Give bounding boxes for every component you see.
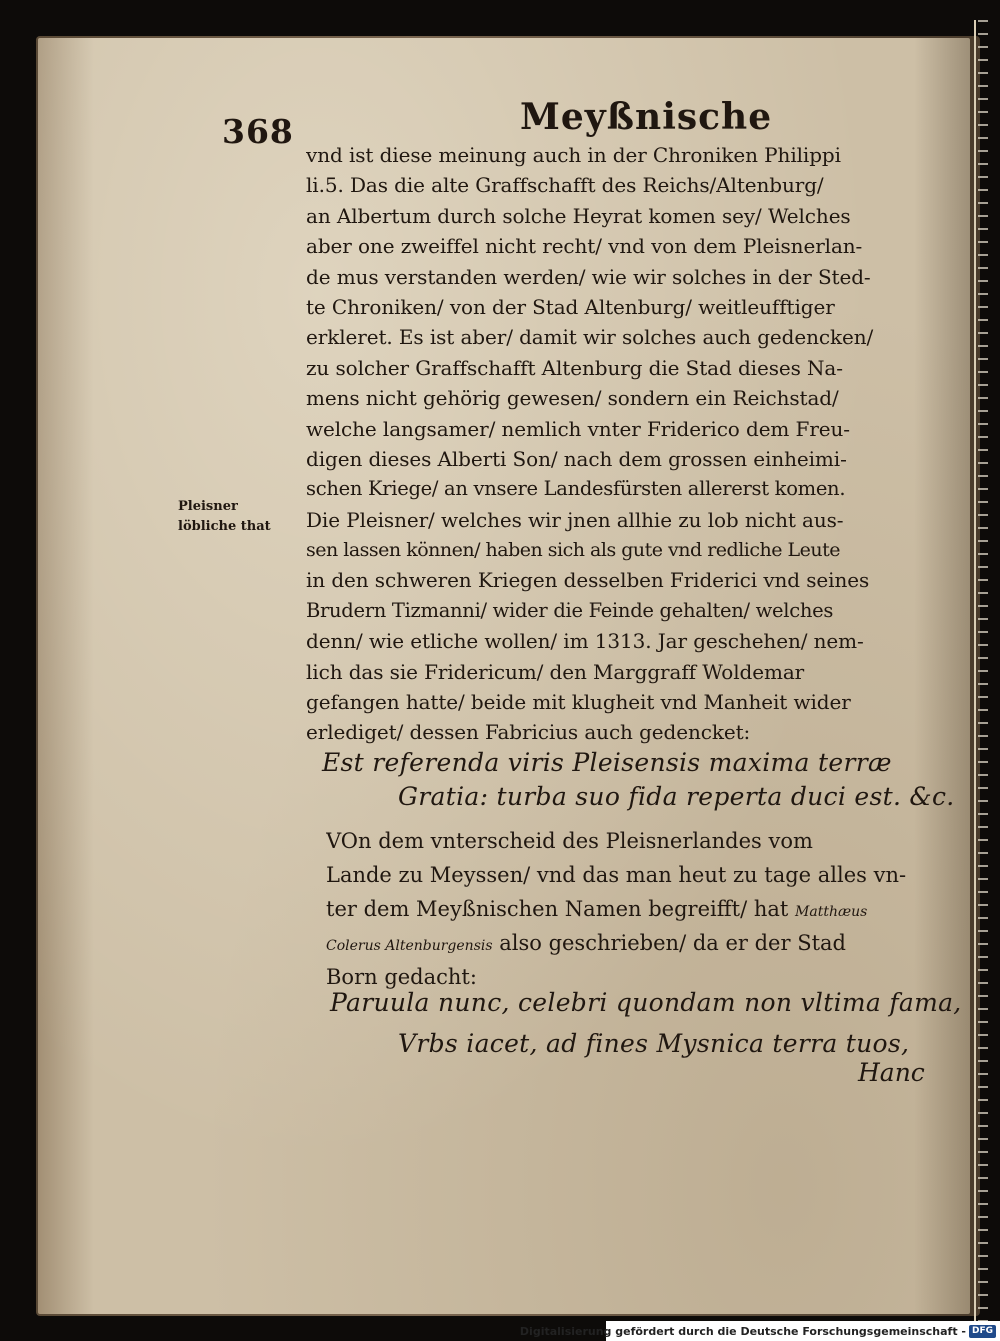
margin-note (178, 497, 271, 537)
body-line-6: te Chroniken/ von der Stad Altenburg/ weitleufftiger (306, 294, 835, 319)
body-line-15: in den schweren Kriegen desselben Friderici vnd seines (306, 568, 870, 593)
running-head: Meyßnische (520, 96, 773, 138)
paragraph-2-line-4 (326, 926, 926, 960)
verse-1-line-2: Gratia: turba suo fida reperta duci est. &c. (398, 782, 955, 811)
body-line-1: vnd ist diese meinung auch in der Chroniken Philippi (306, 143, 841, 167)
margin-note-line-1: Pleisner (178, 499, 238, 514)
body-text (306, 140, 926, 748)
body-line-10: welche langsamer/ nemlich vnter Friderico dem Freu- (306, 416, 850, 441)
body-line-2: li.5. Das die alte Graffschafft des Reichs/Altenburg/ (306, 173, 824, 198)
measurement-scale (978, 20, 988, 1325)
body-line-18: lich das sie Fridericum/ den Marggraff Woldemar (306, 659, 805, 684)
paragraph-2-line-3-name: Matthæus (795, 904, 868, 920)
paragraph-2 (326, 824, 926, 994)
body-line-8: zu solcher Graffschafft Altenburg die Stad dieses Na- (306, 355, 843, 380)
paragraph-2-line-3 (326, 892, 926, 926)
paragraph-2-line-3-text: ter dem Meyßnischen Namen begreifft/ hat (326, 897, 789, 921)
body-line-20: erlediget/ dessen Fabricius auch gedencket: (306, 720, 751, 745)
page-number: 368 (222, 112, 294, 151)
paragraph-2-line-2: Lande zu Meyssen/ vnd das man heut zu tage alles vn- (326, 863, 907, 887)
paragraph-2-line-5: Born gedacht: (326, 965, 477, 989)
body-line-14: sen lassen können/ haben sich als gute vnd redliche Leute (306, 539, 841, 562)
body-line-11: digen dieses Alberti Son/ nach dem grossen einheimi- (306, 446, 847, 471)
paragraph-2-line-4-text: also geschrieben/ da er der Stad (499, 931, 846, 955)
verse-2-line-2: Vrbs iacet, ad fines Mysnica terra tuos, (398, 1029, 910, 1058)
body-line-16: Brudern Tizmanni/ wider die Feinde gehalten/ welches (306, 598, 834, 622)
footer-credit: Digitalisierung gefördert durch die Deutsche Forschungsgemeinschaft - (519, 1324, 966, 1338)
body-line-4: aber one zweiffel nicht recht/ vnd von dem Pleisnerlan- (306, 234, 863, 259)
body-line-7: erkleret. Es ist aber/ damit wir solches auch gedencken/ (306, 325, 874, 350)
footer-bar (519, 1321, 1000, 1341)
body-line-3: an Albertum durch solche Heyrat komen sey/ Welches (306, 203, 851, 228)
dfg-logo-icon: DFG (969, 1325, 996, 1338)
body-line-17: denn/ wie etliche wollen/ im 1313. Jar geschehen/ nem- (306, 629, 864, 654)
paragraph-2-line-4-name: Colerus Altenburgensis (326, 938, 493, 954)
body-line-9: mens nicht gehörig gewesen/ sondern ein Reichstad/ (306, 386, 839, 411)
page-fold-line (974, 20, 976, 1325)
body-line-13: Die Pleisner/ welches wir jnen allhie zu lob nicht aus- (306, 507, 844, 532)
body-line-19: gefangen hatte/ beide mit klugheit vnd Manheit wider (306, 690, 851, 715)
paragraph-2-line-1: VOn dem vnterscheid des Pleisnerlandes vom (326, 829, 813, 853)
body-line-5: de mus verstanden werden/ wie wir solches in der Sted- (306, 264, 871, 289)
verse-2-line-1: Paruula nunc, celebri quondam non vltima fama, (330, 988, 962, 1017)
catchword: Hanc (858, 1058, 925, 1087)
body-line-12: schen Kriege/ an vnsere Landesfürsten allererst komen. (306, 477, 846, 501)
margin-note-line-2: löbliche that (178, 519, 271, 534)
verse-1-line-1: Est referenda viris Pleisensis maxima terræ (322, 748, 892, 777)
